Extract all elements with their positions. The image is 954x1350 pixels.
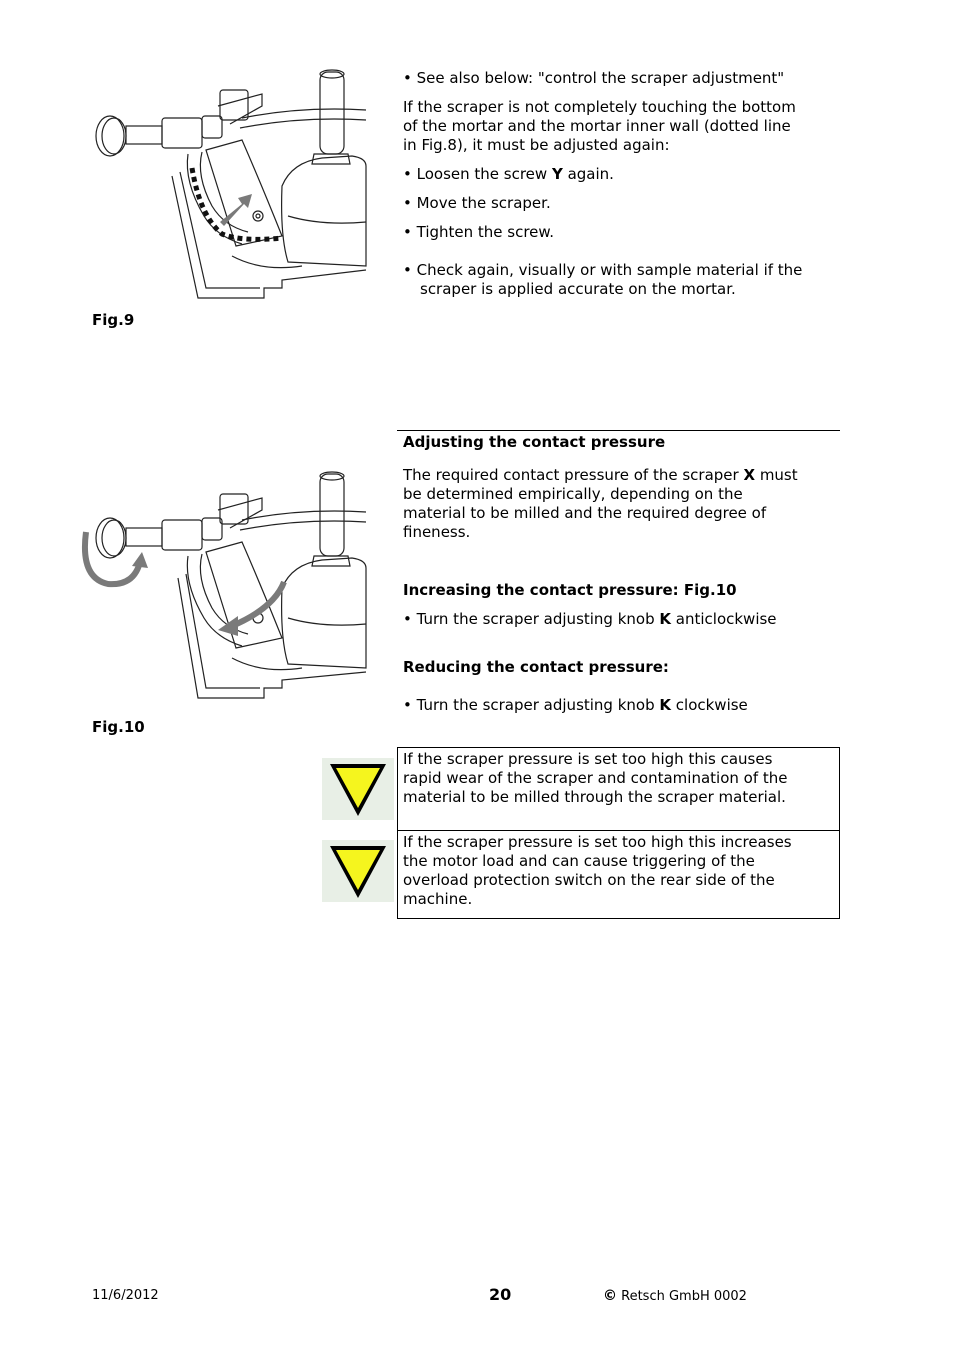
bullet-check-cont: scraper is applied accurate on the mortar. [420,280,736,298]
heading-reduce: Reducing the contact pressure: [403,658,669,676]
bullet-check: • Check again, visually or with sample material if the [403,261,803,279]
bullet-move: • Move the scraper. [403,194,551,212]
warning-box [397,830,840,919]
bullet-reduce-text: • Turn the scraper adjusting knob [403,696,660,714]
contact-paragraph-text: The required contact pressure of the scraper [403,466,744,484]
bullet-increase-text: anticlockwise [671,610,777,628]
section-divider [397,430,840,431]
warning-box [397,747,840,831]
contact-paragraph [403,466,843,542]
copyright-icon: © [603,1288,617,1304]
warning-text-line: the motor load and can cause triggering of the [403,852,755,870]
fig9-label: Fig.9 [92,311,135,329]
bullet-loosen-text: again. [562,165,614,183]
warning-text [403,833,833,909]
adjust-paragraph [403,98,843,155]
contact-paragraph-line: material to be milled and the required degree of [403,504,767,522]
contact-paragraph-line: fineness. [403,523,471,541]
warning-text-line: rapid wear of the scraper and contamination of the [403,769,788,787]
bullet-reduce-text: clockwise [671,696,748,714]
footer-copyright-text: Retsch GmbH 0002 [617,1289,747,1304]
knob-key-k: K [659,696,672,714]
bullet-see-also: • See also below: "control the scraper adjustment" [403,69,785,87]
screw-key-y: Y [551,165,563,183]
fig10-illustration [78,468,366,704]
warning-text [403,750,833,807]
section2-text [403,433,843,715]
adjust-paragraph-line: in Fig.8), it must be adjusted again: [403,136,670,154]
contact-paragraph-line [403,466,843,485]
heading-contact-pressure: Adjusting the contact pressure [403,433,666,451]
bullet-tighten: • Tighten the screw. [403,223,555,241]
bullet-increase [403,610,843,629]
knob-key-k: K [659,610,672,628]
warning-text-line: machine. [403,890,473,908]
heading-increase: Increasing the contact pressure: Fig.10 [403,581,737,599]
warning-triangle-icon [322,758,394,820]
warning-text-line: If the scraper pressure is set too high this causes [403,750,773,768]
contact-paragraph-line: be determined empirically, depending on the [403,485,743,503]
bullet-increase-text: • Turn the scraper adjusting knob [403,610,660,628]
fig10-label: Fig.10 [92,718,145,736]
footer-date: 11/6/2012 [92,1288,159,1303]
adjust-paragraph-line: If the scraper is not completely touching the bottom [403,98,796,116]
scraper-key-x: X [743,466,756,484]
fig9-illustration [92,66,366,304]
section1-text [403,69,843,299]
contact-paragraph-text: must [755,466,798,484]
page-number: 20 [489,1285,512,1304]
bullet-loosen [403,165,843,184]
warning-triangle-icon [322,840,394,902]
bullet-loosen-text: • Loosen the screw [403,165,552,183]
adjust-paragraph-line: of the mortar and the mortar inner wall (dotted line [403,117,791,135]
bullet-reduce [403,696,843,715]
warning-text-line: If the scraper pressure is set too high this increases [403,833,792,851]
footer-copyright [603,1288,747,1304]
warning-text-line: material to be milled through the scraper material. [403,788,786,806]
warning-text-line: overload protection switch on the rear side of the [403,871,775,889]
